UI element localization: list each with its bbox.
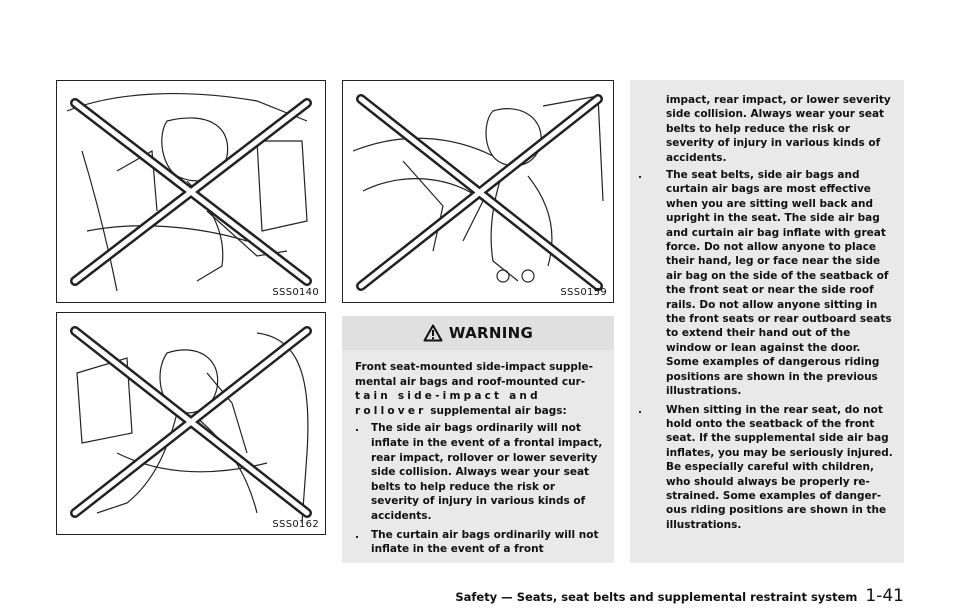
page-footer (455, 586, 904, 606)
bullet-mark: . (638, 169, 642, 181)
illustration-sss0159 (342, 80, 614, 303)
illustration-sss0140 (56, 80, 326, 303)
illustration-sss0162 (56, 312, 326, 535)
figure-code: SSS0159 (560, 287, 607, 298)
warning-box (342, 316, 614, 563)
bullet-text: The side air bags ordinarily will not inflate in the event of a frontal impact, rear impact, rollover or lower severity side collision. Always wear your seat belts to help reduce the risk or severity of injury in various kinds of accidents. (371, 422, 603, 522)
bullet-text: The seat belts, side air bags and curtain air bags are most effective when you are sitting well back and upright in the seat. The side air bag and curtain air bag inflate with great force. Do not allow anyone to place their hand, leg or face near the side air bag on the side of the seatback of the front seat or near the side roof rails. Do not allow anyone sitting in the front seats or rear outboard seats to extend their hand out of the window or lean against the door. Some examples of dangerous riding positions are shown in the previous illustrations. (666, 169, 892, 398)
bullet-text: The curtain air bags ordinarily will not inflate in the event of a front (371, 528, 599, 556)
warning-continuation (630, 80, 904, 563)
list-item (638, 403, 896, 533)
warning-intro (355, 360, 605, 418)
warning-intro-line-b: tain side-impact and rollover (355, 390, 541, 417)
page-number: 1-41 (865, 586, 904, 606)
list-item (355, 528, 605, 557)
bullet-mark: . (638, 403, 642, 416)
bullet-list (638, 165, 896, 536)
figure-code: SSS0140 (272, 287, 319, 298)
list-item (355, 421, 605, 523)
section-title: Safety — Seats, seat belts and supplemental restraint system (455, 590, 858, 604)
illustration-drawing (343, 81, 613, 302)
list-item (638, 168, 896, 399)
warning-header (342, 316, 614, 350)
bullet-mark: . (355, 528, 359, 541)
continuation-text: impact, rear impact, or lower severity side collision. Always wear your seat belts to help reduce the risk or severity of injury in various kinds of accidents. (666, 94, 891, 164)
warning-intro-line-c: supplemental air bags: (430, 404, 567, 417)
bullet-mark: . (355, 422, 359, 435)
illustration-drawing (57, 313, 325, 534)
warning-title: WARNING (448, 324, 534, 342)
warning-triangle-icon (423, 324, 443, 342)
figure-code: SSS0162 (272, 519, 319, 530)
warning-intro-line-a: Front seat-mounted side-impact supple-mental air bags and roof-mounted cur- (355, 361, 594, 388)
bullet-text: When sitting in the rear seat, do not hold onto the seatback of the front seat. If the supplemental side air bag inflates, you may be seriously injured. Be especially careful with children, who should always be properly re-strained. Some examples of danger-ous riding positions are shown in the illustrations. (666, 403, 893, 531)
illustration-drawing (57, 81, 325, 302)
warning-body (355, 360, 605, 561)
